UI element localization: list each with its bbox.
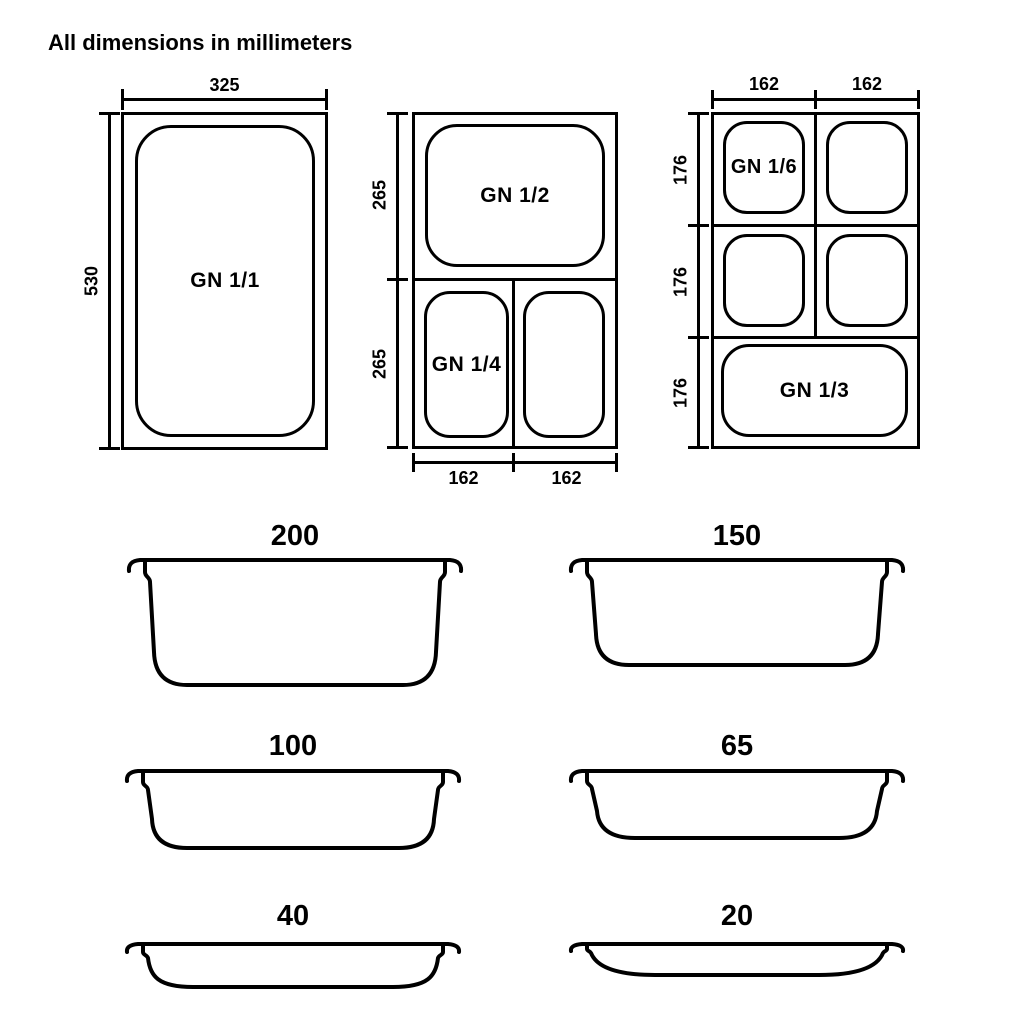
gn12-width-right-dim-label: 162 xyxy=(551,468,582,488)
gn12-vertical-divider xyxy=(512,278,515,449)
pan-profile-65 xyxy=(567,763,907,845)
gn13-third-pan xyxy=(721,344,908,437)
gn13-height-dim-line xyxy=(697,112,700,449)
gn13-row-divider-2 xyxy=(711,336,920,339)
gn13-width-left-dim-label: 162 xyxy=(748,74,780,94)
pan-profile-150 xyxy=(567,552,907,672)
gn13-row2-height-dim-label: 176 xyxy=(670,266,691,297)
gn13-row1-height-dim-label: 176 xyxy=(670,154,691,185)
gn12-quarter-pan-unlabeled xyxy=(523,291,605,438)
gn12-quarter-pan-label: GN 1/4 xyxy=(431,352,502,376)
pan-65-rim-outline xyxy=(571,771,903,781)
gn13-third-pan-label: GN 1/3 xyxy=(779,378,850,402)
gn12-width-dim-line xyxy=(412,461,618,464)
gn11-height-dim-tick-top xyxy=(99,112,120,115)
pan-40-body-outline xyxy=(143,944,443,987)
gn13-sixth-pan-unlabeled-1 xyxy=(826,121,908,214)
gn12-height-dim-tick-middle xyxy=(387,278,408,281)
gn12-width-left-dim-label: 162 xyxy=(448,468,479,488)
gn11-height-dim-line xyxy=(108,112,111,450)
gn13-sixth-pan-label: GN 1/6 xyxy=(730,156,798,178)
pan-profile-20 xyxy=(567,936,907,982)
gn13-width-right-dim-label: 162 xyxy=(851,74,883,94)
gn13-width-dim-tick-right xyxy=(917,90,920,109)
pan-200-body-outline xyxy=(145,560,445,685)
gn13-height-dim-tick-3 xyxy=(688,336,709,339)
gn11-width-dim-tick-left xyxy=(121,89,124,110)
gn11-width-dim-label: 325 xyxy=(209,75,240,95)
gn12-half-pan xyxy=(425,124,605,267)
pan-100-rim-outline xyxy=(127,771,459,781)
pan-profile-200 xyxy=(125,552,465,692)
pan-20-body-outline xyxy=(587,944,887,975)
depth-200-label: 200 xyxy=(270,520,320,552)
gn11-height-dim-tick-bottom xyxy=(99,447,120,450)
gn13-row-divider-1 xyxy=(711,224,920,227)
pan-profile-40 xyxy=(123,936,463,994)
depth-40-label: 40 xyxy=(276,900,310,932)
gn12-horizontal-divider xyxy=(412,278,618,281)
gn11-pan xyxy=(135,125,315,437)
gn13-row3-height-dim-label: 176 xyxy=(670,377,691,408)
gn12-top-height-dim-label: 265 xyxy=(369,179,390,211)
gn13-width-dim-tick-middle xyxy=(814,90,817,109)
gn11-width-dim-tick-right xyxy=(325,89,328,110)
gn11-width-dim-line xyxy=(121,98,328,101)
pan-150-rim-outline xyxy=(571,560,903,571)
gn13-height-dim-tick-1 xyxy=(688,112,709,115)
pan-profile-100 xyxy=(123,763,463,855)
pan-65-body-outline xyxy=(587,771,887,838)
gn11-height-dim-label: 530 xyxy=(81,265,102,297)
gn11-pan-label: GN 1/1 xyxy=(190,269,260,292)
pan-200-rim-outline xyxy=(129,560,461,571)
gn13-width-dim-tick-left xyxy=(711,90,714,109)
depth-20-label: 20 xyxy=(720,900,754,932)
gn12-height-dim-tick-top xyxy=(387,112,408,115)
gn13-sixth-pan-unlabeled-2 xyxy=(723,234,805,327)
pan-20-rim-outline xyxy=(571,944,903,951)
depth-65-label: 65 xyxy=(720,730,754,762)
gn13-sixth-pan xyxy=(723,121,805,214)
gn13-sixth-pan-unlabeled-3 xyxy=(826,234,908,327)
gn12-bottom-height-dim-label: 265 xyxy=(369,348,390,379)
page-title: All dimensions in millimeters xyxy=(48,30,353,55)
gn12-height-dim-tick-bottom xyxy=(387,446,408,449)
pan-150-body-outline xyxy=(587,560,887,665)
gn12-half-pan-label: GN 1/2 xyxy=(480,183,550,207)
gn13-height-dim-tick-4 xyxy=(688,446,709,449)
pan-100-body-outline xyxy=(143,771,443,848)
pan-40-rim-outline xyxy=(127,944,459,952)
gn13-height-dim-tick-2 xyxy=(688,224,709,227)
depth-150-label: 150 xyxy=(712,520,762,552)
gn12-quarter-pan xyxy=(424,291,509,438)
depth-100-label: 100 xyxy=(268,730,318,762)
